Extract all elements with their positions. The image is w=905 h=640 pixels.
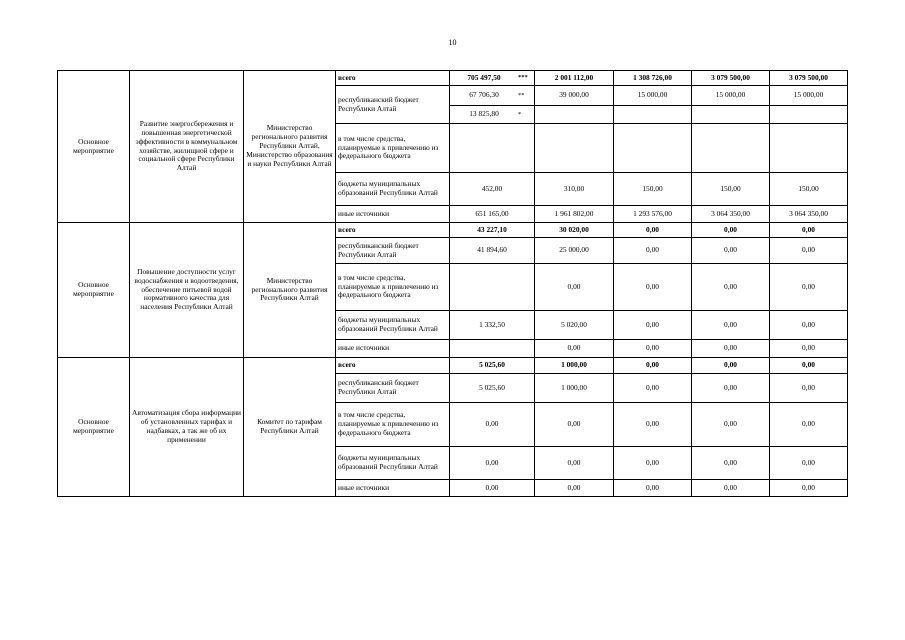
value-cell: 0,00	[770, 447, 848, 480]
funding-source: всего	[336, 358, 450, 374]
funding-source: республиканский бюджет Республики Алтай	[336, 374, 450, 403]
value-cell: 15 000,00	[770, 86, 848, 106]
category-cell: Основное мероприятие	[58, 358, 130, 497]
value-cell: 0,00	[770, 223, 848, 238]
executor-cell: Министерство регионального развития Республики Алтай	[244, 223, 336, 358]
activity-description: Повышение доступности услуг водоснабжения и водоотведения, обеспечение питьевой водой нормативного качества для населения Республики Алтай	[130, 223, 244, 358]
value-cell: 25 000,00	[535, 238, 614, 264]
value-cell	[450, 106, 535, 124]
value-cell: 0,00	[692, 264, 770, 311]
value-cell: 2 001 112,00	[535, 71, 614, 86]
table-row-total	[58, 71, 848, 86]
value-cell: 5 020,00	[535, 311, 614, 340]
funding-source: всего	[336, 71, 450, 86]
value-cell: 0,00	[692, 223, 770, 238]
funding-source: бюджеты муниципальных образований Республики Алтай	[336, 173, 450, 206]
value-cell: 0,00	[614, 223, 692, 238]
value-with-mark	[450, 74, 534, 83]
budget-table	[57, 70, 848, 497]
value-cell: 150,00	[770, 173, 848, 206]
funding-source: в том числе средства, планируемые к привлечению из федерального бюджета	[336, 264, 450, 311]
value-cell: 0,00	[614, 358, 692, 374]
value-cell: 0,00	[614, 403, 692, 447]
value-cell: 1 332,50	[450, 311, 535, 340]
value-cell: 1 293 576,00	[614, 206, 692, 223]
value-cell: 3 079 500,00	[770, 71, 848, 86]
value-cell	[450, 86, 535, 106]
funding-source: иные источники	[336, 206, 450, 223]
value-cell: 0,00	[614, 374, 692, 403]
value-cell: 0,00	[770, 340, 848, 358]
activity-description: Автоматизация сбора информации об установленных тарифах и надбавках, а так же об их применении	[130, 358, 244, 497]
empty-cell	[770, 106, 848, 124]
value-cell	[450, 264, 535, 311]
value-cell: 150,00	[692, 173, 770, 206]
table-row-total	[58, 223, 848, 238]
value-cell: 0,00	[614, 480, 692, 497]
empty-cell	[692, 106, 770, 124]
value-cell: 0,00	[614, 447, 692, 480]
value-cell: 0,00	[692, 311, 770, 340]
funding-source: иные источники	[336, 480, 450, 497]
value-cell: 0,00	[692, 238, 770, 264]
value-cell: 0,00	[450, 447, 535, 480]
value-cell: 150,00	[614, 173, 692, 206]
value-cell: 0,00	[450, 480, 535, 497]
value-text: 705 497,50	[467, 72, 501, 82]
value-cell: 0,00	[535, 340, 614, 358]
value-cell: 0,00	[692, 340, 770, 358]
value-cell	[770, 124, 848, 173]
value-cell: 5 025,60	[450, 358, 535, 374]
value-cell: 0,00	[692, 358, 770, 374]
value-cell: 0,00	[770, 264, 848, 311]
value-cell	[450, 124, 535, 173]
value-cell: 0,00	[450, 403, 535, 447]
funding-source: в том числе средства, планируемые к привлечению из федерального бюджета	[336, 403, 450, 447]
value-cell: 15 000,00	[692, 86, 770, 106]
empty-cell	[614, 106, 692, 124]
value-cell: 0,00	[535, 264, 614, 311]
footnote-mark: **	[518, 91, 525, 99]
value-cell: 30 020,00	[535, 223, 614, 238]
value-cell: 0,00	[770, 480, 848, 497]
funding-source: бюджеты муниципальных образований Республики Алтай	[336, 447, 450, 480]
funding-source: республиканский бюджет Республики Алтай	[336, 86, 450, 124]
executor-cell: Комитет по тарифам Республики Алтай	[244, 358, 336, 497]
value-cell: 0,00	[692, 480, 770, 497]
value-cell: 0,00	[692, 374, 770, 403]
value-cell: 41 894,60	[450, 238, 535, 264]
activity-description: Развитие энергосбережения и повышенная энергетической эффективности в коммунальном хозяйстве, жилищной сфере и социальной сфере Республики Алтай	[130, 71, 244, 223]
value-cell: 0,00	[770, 311, 848, 340]
value-cell	[450, 340, 535, 358]
page-number: 10	[448, 38, 457, 47]
funding-source: в том числе средства, планируемые к привлечению из федерального бюджета	[336, 124, 450, 173]
value-cell: 0,00	[692, 403, 770, 447]
value-cell: 43 227,10	[450, 223, 535, 238]
value-cell: 0,00	[770, 238, 848, 264]
executor-cell: Министерство регионального развития Республики Алтай, Министерство образования и науки Республики Алтай	[244, 71, 336, 223]
category-cell: Основное мероприятие	[58, 223, 130, 358]
value-cell: 0,00	[614, 238, 692, 264]
value-cell	[535, 124, 614, 173]
funding-source: бюджеты муниципальных образований Республики Алтай	[336, 311, 450, 340]
value-cell: 0,00	[614, 311, 692, 340]
value-cell: 0,00	[770, 358, 848, 374]
value-cell	[692, 124, 770, 173]
funding-source: всего	[336, 223, 450, 238]
value-cell	[614, 124, 692, 173]
value-cell: 3 079 500,00	[692, 71, 770, 86]
value-text: 13 825,80	[469, 109, 499, 119]
funding-source: иные источники	[336, 340, 450, 358]
table-row-total	[58, 358, 848, 374]
value-cell	[450, 71, 535, 86]
value-cell: 3 064 350,00	[770, 206, 848, 223]
value-cell: 0,00	[535, 447, 614, 480]
value-cell: 1 000,00	[535, 374, 614, 403]
value-cell: 0,00	[614, 264, 692, 311]
footnote-mark: ***	[518, 74, 528, 82]
value-cell: 310,00	[535, 173, 614, 206]
footnote-mark: *	[518, 110, 522, 118]
value-cell: 0,00	[535, 480, 614, 497]
value-cell: 452,00	[450, 173, 535, 206]
empty-cell	[535, 106, 614, 124]
value-cell: 39 000,00	[535, 86, 614, 106]
value-with-mark	[450, 91, 534, 100]
value-cell: 0,00	[770, 403, 848, 447]
category-cell: Основное мероприятие	[58, 71, 130, 223]
table-body	[58, 71, 848, 497]
value-cell: 0,00	[614, 340, 692, 358]
value-cell: 1 308 726,00	[614, 71, 692, 86]
value-cell: 5 025,60	[450, 374, 535, 403]
value-text: 67 706,30	[469, 90, 499, 100]
value-cell: 0,00	[535, 403, 614, 447]
value-cell: 1 000,00	[535, 358, 614, 374]
value-cell: 0,00	[770, 374, 848, 403]
funding-source: республиканский бюджет Республики Алтай	[336, 238, 450, 264]
value-cell: 651 165,00	[450, 206, 535, 223]
value-cell: 0,00	[692, 447, 770, 480]
value-cell: 1 961 802,00	[535, 206, 614, 223]
value-cell: 15 000,00	[614, 86, 692, 106]
value-with-mark	[450, 110, 534, 119]
value-cell: 3 064 350,00	[692, 206, 770, 223]
